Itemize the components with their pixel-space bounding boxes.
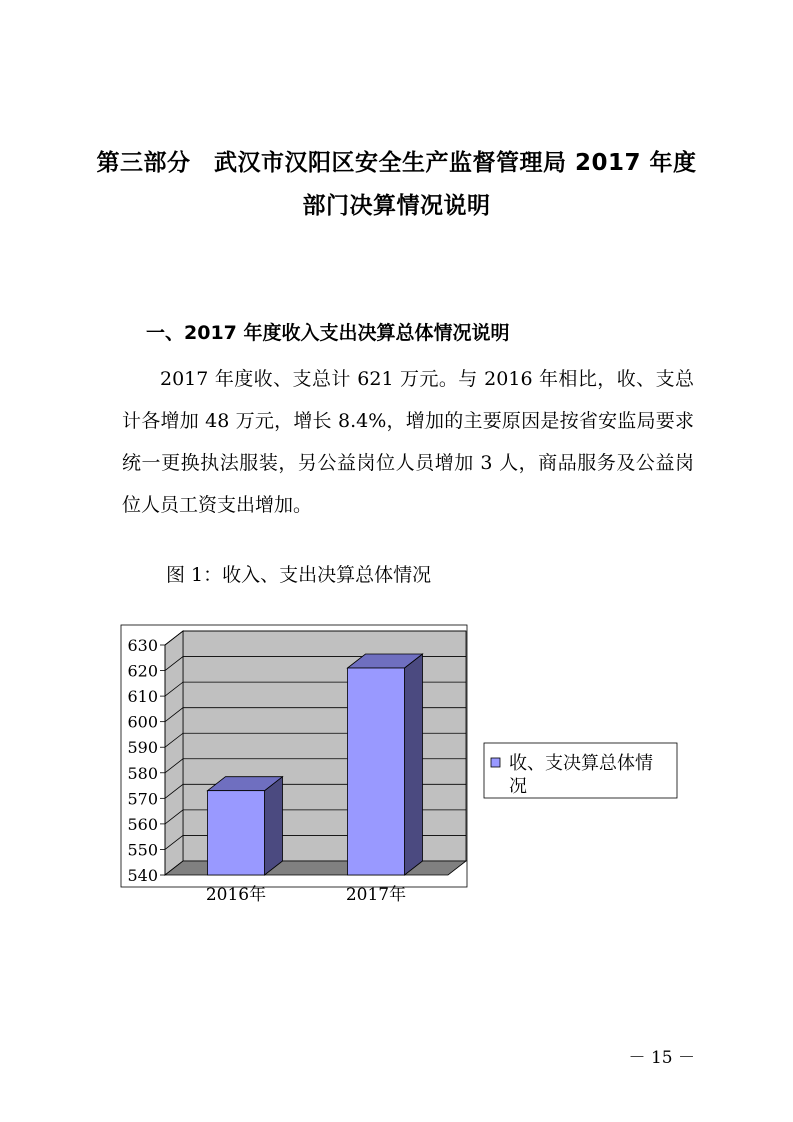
legend-label-line-1: 收、支决算总体情 (509, 753, 653, 774)
bar (348, 668, 405, 875)
y-tick-label: 620 (127, 661, 158, 681)
y-tick-label: 600 (127, 712, 158, 732)
y-tick-label: 610 (127, 687, 158, 707)
body-paragraph-text: 2017 年度收、支总计 621 万元。与 2016 年相比，收、支总计各增加 48 万元，增长 8.4%，增加的主要原因是按省安监局要求统一更换执法服装，另公益岗位人员增加 3 人，商品服务及公益岗位人员工资支出增加。 (122, 368, 694, 516)
y-tick-label: 560 (127, 814, 158, 834)
legend-label-line-2: 况 (509, 776, 527, 797)
y-tick-label: 630 (127, 636, 158, 655)
bar-side (405, 654, 423, 875)
y-tick-label: 580 (127, 763, 158, 783)
y-tick-label: 540 (127, 866, 158, 885)
bar (208, 791, 265, 875)
section-heading: 一、2017 年度收入支出决算总体情况说明 (146, 322, 510, 344)
page-title-line-2: 部门决算情况说明 (302, 193, 491, 219)
figure-caption: 图 1：收入、支出决算总体情况 (166, 564, 432, 586)
bar-side (265, 777, 283, 875)
x-tick-label: 2017年 (345, 885, 407, 905)
y-tick-label: 570 (127, 789, 158, 809)
chart-side-wall (165, 631, 183, 875)
legend-swatch (491, 758, 500, 767)
x-tick-label: 2016年 (205, 885, 267, 905)
y-tick-label: 550 (127, 840, 158, 860)
page-title-line-1: 第三部分 武汉市汉阳区安全生产监督管理局 2017 年度 (96, 150, 697, 176)
page-number: － 15 － (628, 1048, 695, 1068)
y-tick-label: 590 (127, 738, 158, 758)
